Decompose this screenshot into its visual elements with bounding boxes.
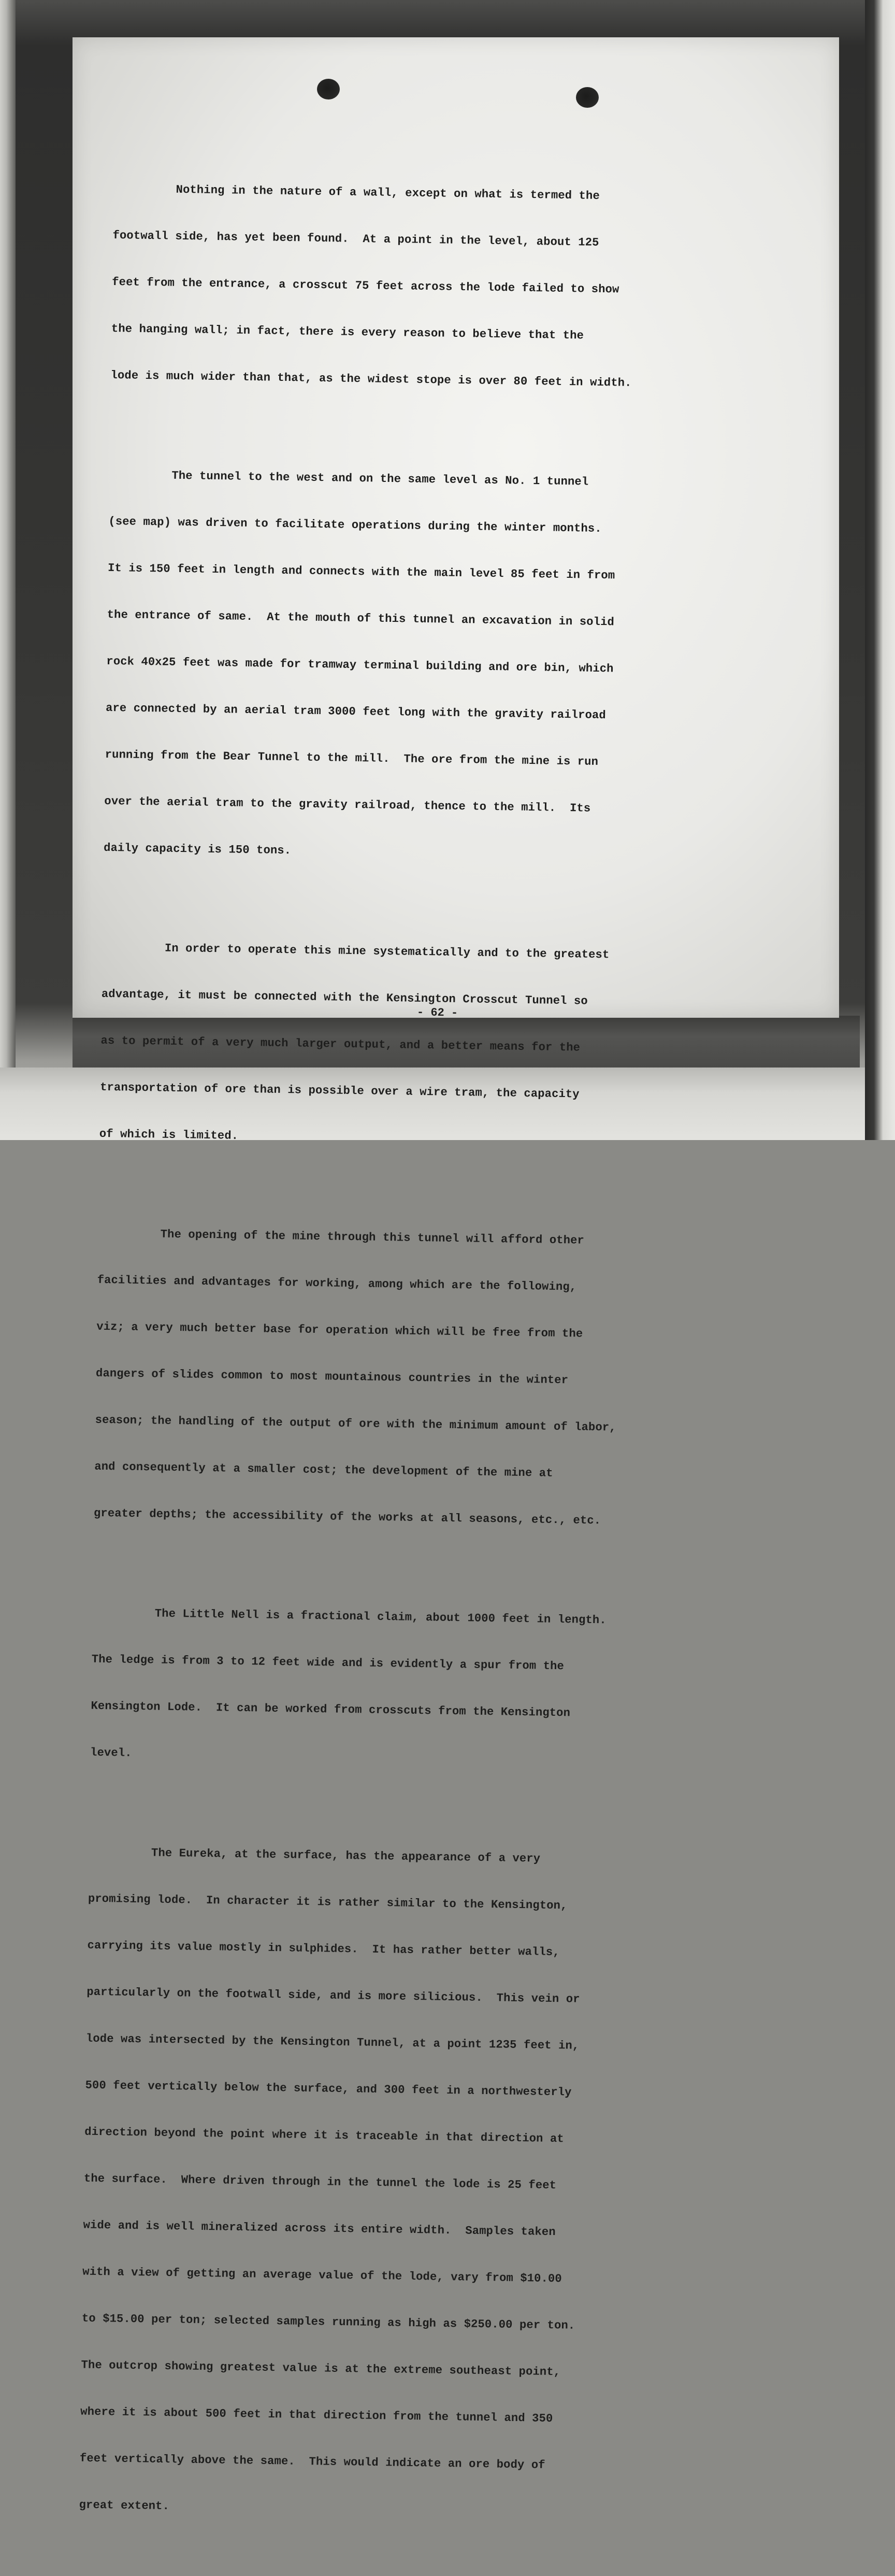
text-line: The ledge is from 3 to 12 feet wide and is evidently a spur from the	[91, 1653, 565, 1673]
text-line: and consequently at a smaller cost; the development of the mine at	[94, 1460, 553, 1480]
text-line: the entrance of same. At the mouth of this tunnel an excavation in solid	[107, 608, 615, 629]
text-line: Nothing in the nature of a wall, except on what is termed the	[113, 182, 600, 203]
text-line: viz; a very much better base for operation which will be free from the	[96, 1320, 583, 1341]
text-line: feet from the entrance, a crosscut 75 feet across the lode failed to show	[112, 275, 619, 296]
text-line: direction beyond the point where it is traceable in that direction at	[84, 2125, 564, 2146]
text-line: The opening of the mine through this tunnel will afford other	[97, 1227, 585, 1247]
scan-right-edge	[865, 0, 895, 1140]
paragraph	[93, 1195, 777, 1562]
text-line: facilities and advantages for working, among which are the following,	[97, 1273, 577, 1294]
text-line: rock 40x25 feet was made for tramway terminal building and ore bin, which	[106, 654, 614, 676]
text-line: footwall side, has yet been found. At a point in the level, about 125	[112, 229, 599, 249]
text-line: to $15.00 per ton; selected samples running as high as $250.00 per ton.	[81, 2312, 575, 2332]
text-line: are connected by an aerial tram 3000 feet long with the gravity railroad	[105, 701, 606, 722]
paragraph	[110, 150, 792, 424]
text-line: lode was intersected by the Kensington Tunnel, at a point 1235 feet in,	[85, 2032, 580, 2053]
text-line: daily capacity is 150 tons.	[103, 841, 292, 858]
punch-hole-icon	[576, 87, 599, 108]
text-line: transportation of ore than is possible over a wire tram, the capacity	[99, 1080, 580, 1101]
text-line: with a view of getting an average value of the lode, vary from $10.00	[82, 2265, 562, 2286]
scan-left-edge	[0, 0, 16, 1140]
text-line: The tunnel to the west and on the same level as No. 1 tunnel	[109, 468, 589, 489]
text-line: particularly on the footwall side, and is more silicious. This vein or	[86, 1985, 580, 2006]
text-line: The outcrop showing greatest value is at the extreme southeast point,	[81, 2358, 561, 2379]
text-line: season; the handling of the output of ore with the minimum amount of labor,	[95, 1413, 616, 1434]
text-line: promising lode. In character it is rather similar to the Kensington,	[88, 1892, 568, 1913]
paragraph	[99, 909, 781, 1183]
text-line: the hanging wall; in fact, there is every reason to believe that the	[111, 322, 584, 343]
text-line: dangers of slides common to most mountainous countries in the winter	[95, 1367, 569, 1387]
text-line: running from the Bear Tunnel to the mill. The ore from the mine is run	[105, 748, 599, 768]
text-line: Kensington Lode. It can be worked from crosscuts from the Kensington	[91, 1699, 571, 1720]
text-line: The Little Nell is a fractional claim, about 1000 feet in length.	[92, 1606, 607, 1627]
text-line: In order to operate this mine systematically and to the greatest	[102, 941, 610, 962]
text-line: wide and is well mineralized across its entire width. Samples taken	[83, 2218, 556, 2239]
paragraph	[90, 1574, 771, 1802]
text-line: great extent.	[79, 2498, 170, 2513]
paragraph	[78, 1814, 768, 2554]
paragraph	[103, 436, 788, 897]
text-line: It is 150 feet in length and connects with the main level 85 feet in from	[107, 561, 615, 582]
text-line: The Eureka, at the surface, has the appearance of a very	[89, 1845, 541, 1866]
text-line: greater depths; the accessibility of the works at all seasons, etc., etc.	[93, 1506, 601, 1528]
text-line: the surface. Where driven through in the tunnel the lode is 25 feet	[83, 2172, 557, 2193]
text-line: over the aerial tram to the gravity railroad, thence to the mill. Its	[104, 794, 591, 815]
text-line: feet vertically above the same. This would indicate an ore body of	[79, 2452, 545, 2472]
punch-hole-icon	[317, 79, 340, 99]
text-line: carrying its value mostly in sulphides. It has rather better walls,	[87, 1939, 560, 1959]
text-line: as to permit of a very much larger output, and a better means for the	[100, 1034, 581, 1055]
text-line: level.	[90, 1746, 132, 1760]
document-body	[78, 150, 792, 2576]
text-line: lode is much wider than that, as the widest stope is over 80 feet in width.	[110, 368, 632, 390]
text-line: of which is limited.	[99, 1127, 239, 1143]
text-line: advantage, it must be connected with the Kensington Crosscut Tunnel so	[101, 987, 588, 1008]
page-number: - 62 -	[416, 1006, 458, 1020]
text-line: where it is about 500 feet in that direction from the tunnel and 350	[80, 2405, 553, 2426]
text-line: 500 feet vertically below the surface, and 300 feet in a northwesterly	[85, 2079, 572, 2099]
text-line: (see map) was driven to facilitate operations during the winter months.	[108, 515, 602, 536]
